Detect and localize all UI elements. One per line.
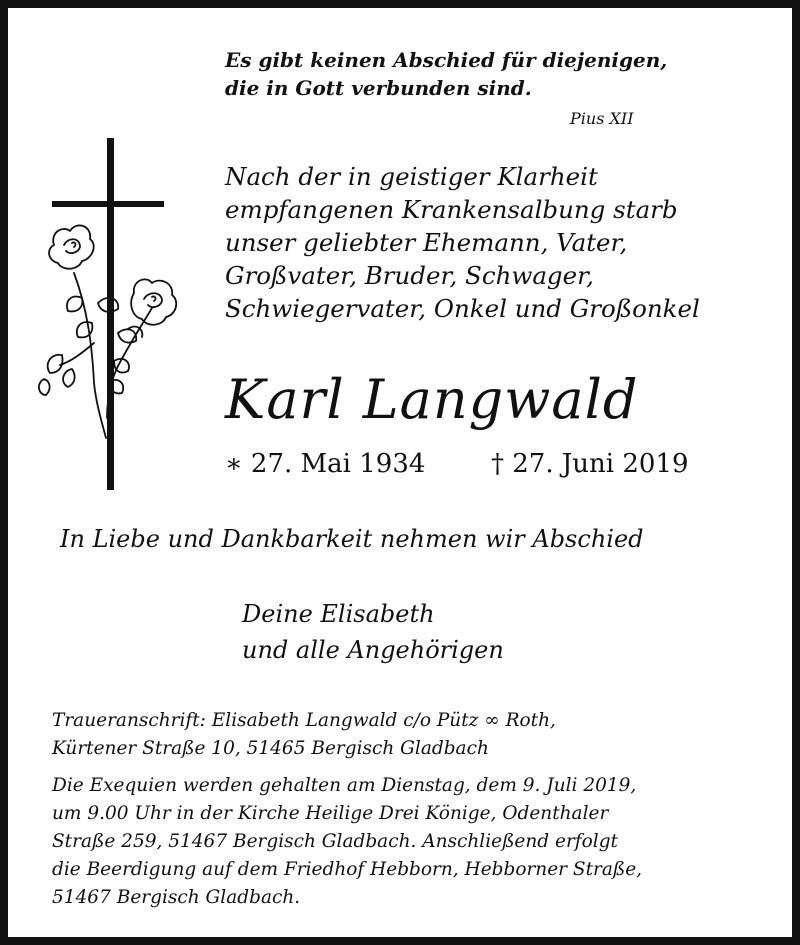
service-line: Straße 259, 51467 Bergisch Gladbach. Anschließend erfolgt xyxy=(52,831,618,852)
intro-line: Nach der in geistiger Klarheit xyxy=(225,162,598,191)
birth-date: ∗ 27. Mai 1934 xyxy=(225,449,426,479)
deceased-name: Karl Langwald xyxy=(225,368,639,431)
intro-text xyxy=(225,160,700,325)
service-line: Die Exequien werden gehalten am Dienstag, dem 9. Juli 2019, xyxy=(52,775,637,796)
cross-with-roses-icon xyxy=(32,133,192,495)
intro-line: Schwiegervater, Onkel und Großonkel xyxy=(225,294,700,323)
intro-line: empfangenen Krankensalbung starb xyxy=(225,195,678,224)
service-line: die Beerdigung auf dem Friedhof Hebborn, Hebborner Straße, xyxy=(52,859,643,880)
service-info xyxy=(52,772,642,912)
quote-line: Es gibt keinen Abschied für diejenigen, xyxy=(225,48,668,72)
signature-line: Deine Elisabeth xyxy=(242,600,435,628)
quote xyxy=(225,46,667,102)
service-line: 51467 Bergisch Gladbach. xyxy=(52,887,301,908)
farewell-line: In Liebe und Dankbarkeit nehmen wir Abschied xyxy=(60,525,644,553)
service-line: um 9.00 Uhr in der Kirche Heilige Drei Könige, Odenthaler xyxy=(52,803,609,824)
signature xyxy=(242,596,504,668)
intro-line: Großvater, Bruder, Schwager, xyxy=(225,261,594,290)
address-line: Kürtener Straße 10, 51465 Bergisch Gladbach xyxy=(52,738,489,759)
signature-line: und alle Angehörigen xyxy=(242,636,504,664)
quote-line: die in Gott verbunden sind. xyxy=(225,76,532,100)
address-line: Traueranschrift: Elisabeth Langwald c/o Pütz ∞ Roth, xyxy=(52,710,556,731)
mourning-address xyxy=(52,707,556,763)
death-date: † 27. Juni 2019 xyxy=(491,449,689,479)
intro-line: unser geliebter Ehemann, Vater, xyxy=(225,228,628,257)
quote-author: Pius XII xyxy=(570,109,634,128)
